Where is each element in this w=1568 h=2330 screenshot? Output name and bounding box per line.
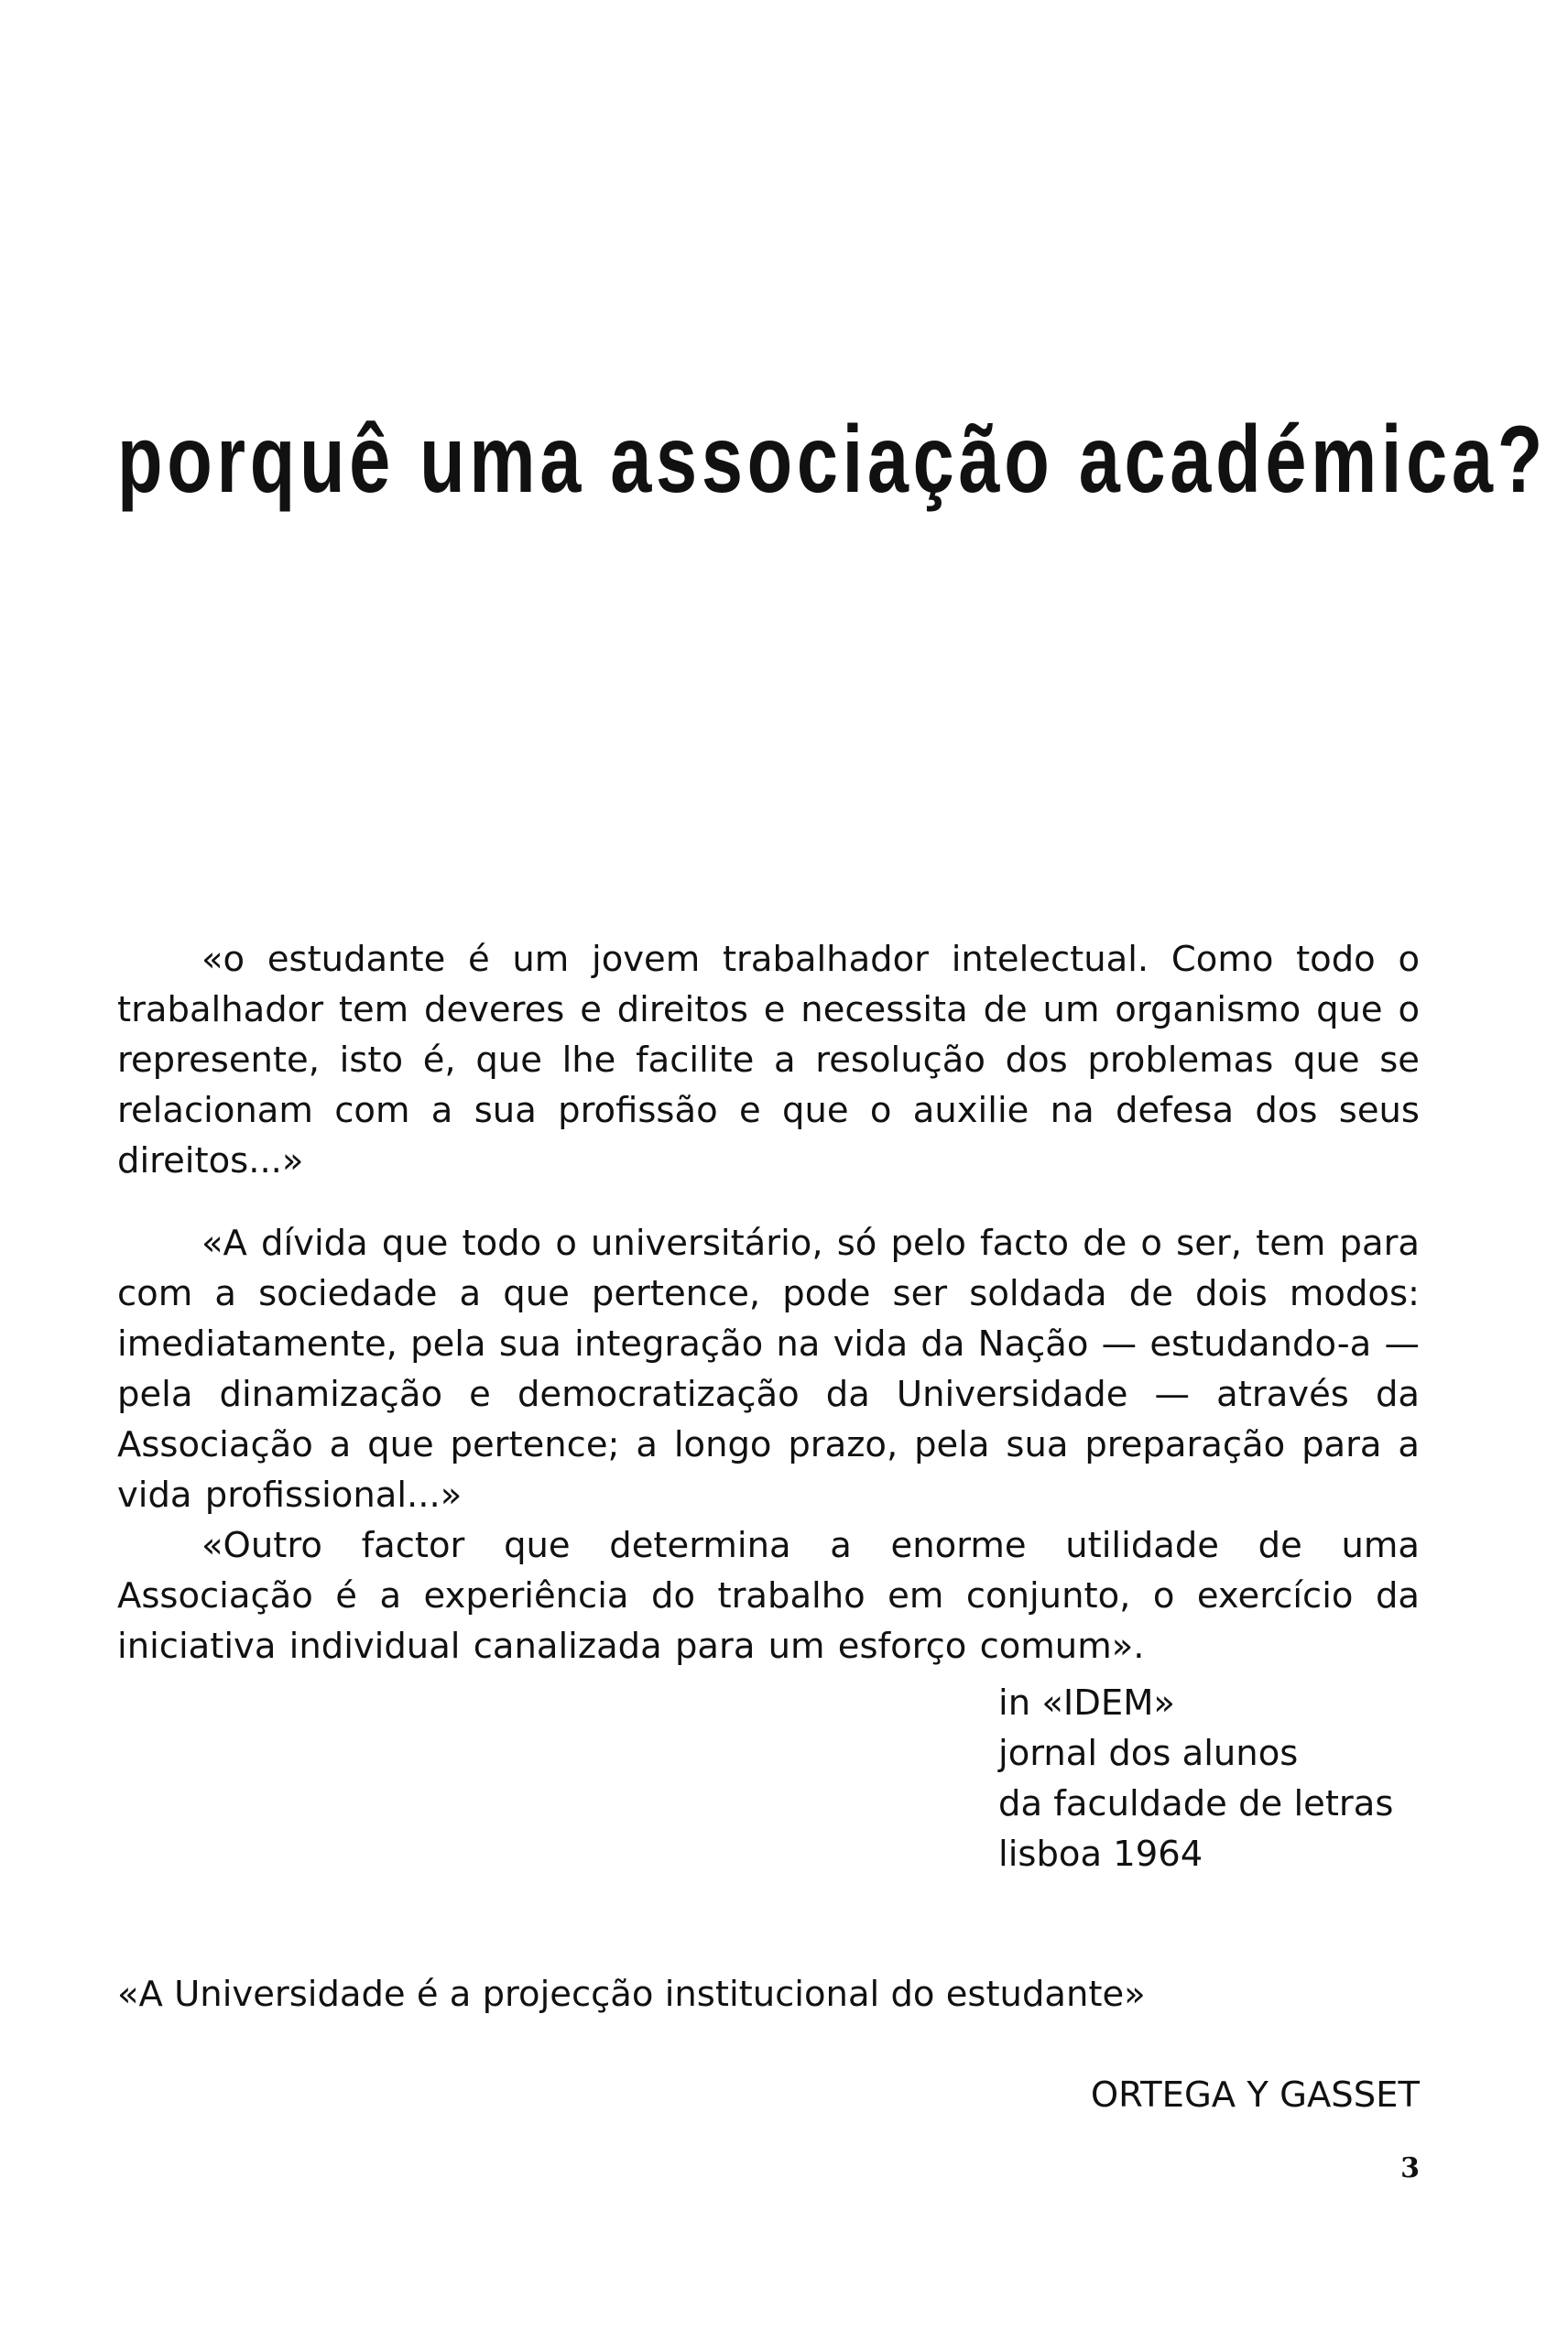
page-title: porquê uma associação académica? [117, 407, 1547, 513]
quote-paragraph-2: «A dívida que todo o universitário, só pelo facto de o ser, tem para com a sociedade a que pertence, pode ser soldada de dois modos: imediatamente, pela sua integração na vida da Nação — estudando-a — pela dinamização e democratização da Universidade — através da Associação a que pertence; a longo prazo, pela sua preparação para a vida profissional...» [117, 1223, 1420, 1516]
source-line-4: lisboa 1964 [998, 1834, 1203, 1875]
source-line-2: jornal dos alunos [998, 1733, 1299, 1774]
final-quote: «A Universidade é a projecção institucional do estudante» [117, 1974, 1146, 2015]
quote-author: ORTEGA Y GASSET [1090, 2074, 1420, 2116]
quote-paragraph-1: «o estudante é um jovem trabalhador intelectual. Como todo o trabalhador tem deveres e direitos e necessita de um organismo que o represente, isto é, que lhe facilite a resolução dos problemas que se relacionam com a sua profissão e que o auxilie na defesa dos seus direitos...» [117, 939, 1420, 1181]
quote-paragraph-3: «Outro factor que determina a enorme utilidade de uma Associação é a experiência do trabalho em conjunto, o exercício da iniciativa individual canalizada para um esforço comum». [117, 1525, 1420, 1667]
source-line-3: da faculdade de letras [998, 1783, 1394, 1824]
quote-source [998, 1678, 1393, 1879]
page-number: 3 [1400, 2152, 1420, 2184]
source-line-1: in «IDEM» [998, 1682, 1175, 1724]
